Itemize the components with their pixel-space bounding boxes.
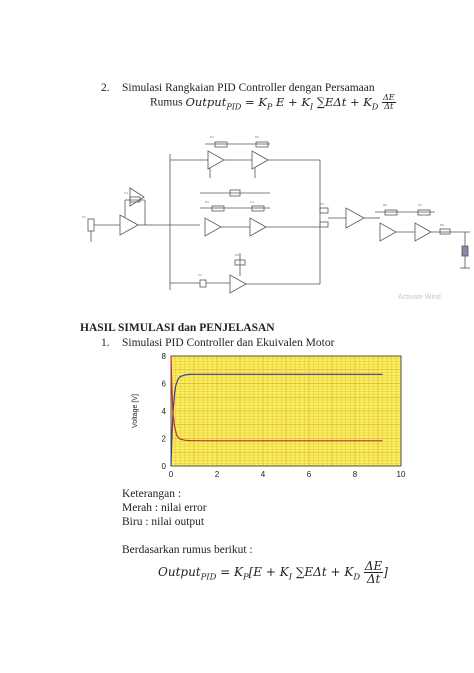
formula-fraction: $\frac{\Delta E}{\Delta t}$ <box>382 93 395 111</box>
circuit-schematic <box>80 118 474 304</box>
keterangan-biru: Biru : nilai output <box>122 516 205 528</box>
svg-text:R4: R4 <box>235 253 239 257</box>
keterangan-merah: Merah : nilai error <box>122 502 207 514</box>
voltage-chart-svg <box>125 350 407 486</box>
formula2-close: ] <box>383 565 388 579</box>
voltage-chart <box>125 350 407 486</box>
formula-kp: = K <box>245 94 267 109</box>
y-tick-label: 2 <box>161 434 166 444</box>
x-tick-label: 6 <box>306 470 312 479</box>
formula2-fraction: $\frac{\Delta E}{\Delta t}$ <box>364 559 383 586</box>
svg-text:R5: R5 <box>320 202 324 206</box>
y-tick-label: 0 <box>161 462 166 471</box>
formula2-ki-sub: I <box>288 571 293 582</box>
keterangan-title: Keterangan : <box>122 488 182 500</box>
formula2-kd: ∑EΔt + K <box>295 565 354 579</box>
x-tick-label: 4 <box>260 470 266 479</box>
x-tick-label: 0 <box>168 470 174 479</box>
y-tick-label: 8 <box>161 352 166 361</box>
pid-formula <box>150 94 396 111</box>
hasil-item-number: 1. <box>101 337 110 349</box>
svg-text:R6: R6 <box>383 203 387 207</box>
svg-text:R7: R7 <box>418 203 422 207</box>
x-tick-label: 8 <box>352 470 358 479</box>
svg-text:R2: R2 <box>255 135 259 139</box>
formula-kp-sub: P <box>266 101 273 111</box>
formula2-lhs: Output <box>158 565 201 579</box>
x-tick-label: 2 <box>214 470 220 479</box>
pid-formula-2 <box>158 560 388 585</box>
hasil-heading: HASIL SIMULASI dan PENJELASAN <box>80 322 275 334</box>
y-tick-label: 6 <box>161 379 166 389</box>
formula-ki-sub: I <box>309 101 314 111</box>
svg-text:R3: R3 <box>205 200 209 204</box>
berdasarkan-text: Berdasarkan rumus berikut : <box>122 544 253 556</box>
formula-lhs-sub: PID <box>226 101 242 111</box>
formula-kd-sub: D <box>371 101 379 111</box>
formula2-lhs-sub: PID <box>200 571 217 582</box>
y-tick-label: 4 <box>161 407 166 416</box>
svg-text:V1: V1 <box>82 215 86 219</box>
x-tick-label: 10 <box>396 470 406 479</box>
formula-kd: ∑EΔt + K <box>316 94 372 109</box>
circuit-diagram <box>80 118 474 304</box>
svg-text:R1: R1 <box>210 135 214 139</box>
hasil-item-title: Simulasi PID Controller dan Ekuivalen Motor <box>122 337 335 349</box>
section-number: 2. <box>101 82 110 94</box>
rumus-label: Rumus <box>150 96 183 109</box>
activate-windows-watermark: Activate Wind <box>398 294 441 301</box>
formula-ki: E + K <box>276 94 310 109</box>
svg-text:C2: C2 <box>198 273 203 277</box>
section-title: Simulasi Rangkaian PID Controller dengan Persamaan <box>122 82 375 94</box>
formula2-ki: [E + K <box>248 565 289 579</box>
formula2-kd-sub: D <box>353 571 361 582</box>
y-axis-label: Voltage [V] <box>132 394 139 428</box>
svg-text:C1: C1 <box>250 200 255 204</box>
formula2-kp: = K <box>220 565 243 579</box>
svg-text:R8: R8 <box>440 223 444 227</box>
svg-text:U1: U1 <box>124 191 129 195</box>
formula-lhs: Output <box>185 94 227 109</box>
formula2-kp-sub: P <box>242 571 249 582</box>
